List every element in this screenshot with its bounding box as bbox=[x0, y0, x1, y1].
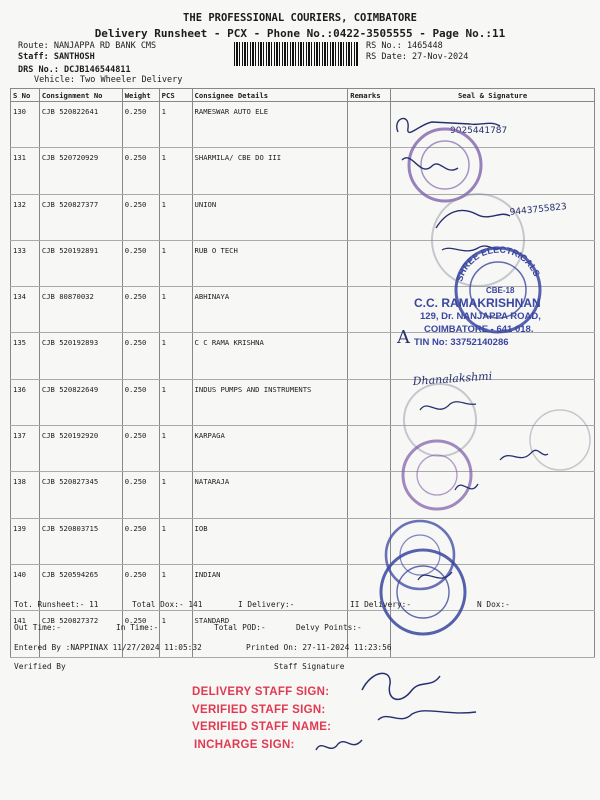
handwritten-phone-1: 9025441787 bbox=[450, 126, 508, 136]
pcs-cell: 1 bbox=[159, 194, 192, 240]
staff-signature-label: Staff Signature bbox=[274, 662, 345, 671]
weight-cell: 0.250 bbox=[122, 240, 159, 286]
standard-sales-seal-icon bbox=[381, 550, 465, 634]
handwritten-name: Dhanalakshmi bbox=[412, 369, 493, 388]
signature-row-137 bbox=[420, 402, 476, 410]
ii-delivery: II Delivery:- bbox=[350, 600, 412, 609]
in-time: In Time:- bbox=[116, 623, 159, 632]
weight-cell: 0.250 bbox=[122, 472, 159, 518]
col-consignee: Consignee Details bbox=[192, 89, 348, 102]
runsheet-title: Delivery Runsheet - PCX - Phone No.:0422-3505555 - Page No.:11 bbox=[94, 27, 506, 40]
weight-cell: 0.250 bbox=[122, 564, 159, 610]
total-pod: Total POD:- bbox=[214, 623, 266, 632]
consignment-cell: CJB 80870032 bbox=[39, 287, 122, 333]
pcs-cell: 1 bbox=[159, 240, 192, 286]
weight-cell: 0.250 bbox=[122, 426, 159, 472]
pcs-cell: 1 bbox=[159, 518, 192, 564]
route-label: Route: NANJAPPA RD BANK CMS bbox=[18, 41, 157, 51]
consignee-cell: RUB O TECH bbox=[192, 240, 348, 286]
ramakrishnan-address-2: COIMBATORE - 641 018. bbox=[424, 324, 534, 335]
pcs-cell: 1 bbox=[159, 611, 192, 657]
consignment-cell: CJB 520827372 bbox=[39, 611, 122, 657]
printed-on: Printed On: 27-11-2024 11:23:56 bbox=[246, 643, 392, 652]
delivery-staff-signature bbox=[362, 673, 440, 699]
consignee-cell: INDUS PUMPS AND INSTRUMENTS bbox=[192, 379, 348, 425]
consignment-cell: CJB 520192891 bbox=[39, 240, 122, 286]
signature-row-141 bbox=[418, 572, 452, 580]
weight-cell: 0.250 bbox=[122, 333, 159, 379]
row-137-seal-icon bbox=[404, 384, 476, 456]
sno-cell: 131 bbox=[11, 148, 40, 194]
drs-number: DRS No.: DCJB146544811 bbox=[18, 65, 131, 75]
pcs-cell: 1 bbox=[159, 287, 192, 333]
sno-cell: 141 bbox=[11, 611, 40, 657]
weight-cell: 0.250 bbox=[122, 194, 159, 240]
delivery-staff-sign-stamp: DELIVERY STAFF SIGN: bbox=[192, 686, 330, 698]
verified-by: Verified By bbox=[14, 662, 66, 671]
consignment-cell: CJB 520720929 bbox=[39, 148, 122, 194]
col-weight: Weight bbox=[122, 89, 159, 102]
pcs-cell: 1 bbox=[159, 333, 192, 379]
verified-staff-name-signature bbox=[378, 711, 476, 720]
col-remarks: Remarks bbox=[348, 89, 391, 102]
consignment-cell: CJB 520192893 bbox=[39, 333, 122, 379]
consignee-cell: C C RAMA KRISHNA bbox=[192, 333, 348, 379]
vehicle-label: Vehicle: Two Wheeler Delivery bbox=[34, 75, 183, 85]
out-time: Out Time:- bbox=[14, 623, 61, 632]
rs-date: RS Date: 27-Nov-2024 bbox=[366, 52, 469, 62]
consignment-cell: CJB 520822649 bbox=[39, 379, 122, 425]
consignment-cell: CJB 520803715 bbox=[39, 518, 122, 564]
entered-by: Entered By :NAPPINAX 11/27/2024 11:05:32 bbox=[14, 643, 202, 652]
pcs-cell: 1 bbox=[159, 379, 192, 425]
ramakrishnan-name: C.C. RAMAKRISHNAN bbox=[414, 296, 541, 310]
consignee-cell: STANDARD bbox=[192, 611, 348, 657]
weight-cell: 0.250 bbox=[122, 379, 159, 425]
handwritten-a: A bbox=[397, 327, 410, 348]
indian-overseas-seal-icon bbox=[403, 441, 471, 509]
pcs-cell: 1 bbox=[159, 472, 192, 518]
pcs-cell: 1 bbox=[159, 102, 192, 148]
col-pcs: PCS bbox=[159, 89, 192, 102]
company-name: THE PROFESSIONAL COURIERS, COIMBATORE bbox=[183, 12, 417, 24]
pcs-cell: 1 bbox=[159, 148, 192, 194]
consignment-cell: CJB 520827377 bbox=[39, 194, 122, 240]
staff-label: Staff: SANTHOSH bbox=[18, 52, 95, 62]
weight-cell: 0.250 bbox=[122, 287, 159, 333]
sno-cell: 137 bbox=[11, 426, 40, 472]
row-138-seal-icon bbox=[530, 410, 590, 470]
tot-runsheet: Tot. Runsheet:- 11 bbox=[14, 600, 99, 609]
col-consignment: Consignment No bbox=[39, 89, 122, 102]
sno-cell: 132 bbox=[11, 194, 40, 240]
i-delivery: I Delivery:- bbox=[238, 600, 295, 609]
sno-cell: 135 bbox=[11, 333, 40, 379]
consignee-cell: KARPAGA bbox=[192, 426, 348, 472]
consignee-cell: IOB bbox=[192, 518, 348, 564]
consignment-cell: CJB 520594265 bbox=[39, 564, 122, 610]
total-dox: Total Dox:- 141 bbox=[132, 600, 203, 609]
ramakrishnan-address-1: 129, Dr. NANJAPPA ROAD, bbox=[420, 311, 541, 322]
rs-number: RS No.: 1465448 bbox=[366, 41, 443, 51]
col-signature: Seal & Signature bbox=[391, 89, 595, 102]
weight-cell: 0.250 bbox=[122, 102, 159, 148]
weight-cell: 0.250 bbox=[122, 611, 159, 657]
signature-row-132 bbox=[436, 210, 510, 228]
consignee-cell: UNION bbox=[192, 194, 348, 240]
sno-cell: 140 bbox=[11, 564, 40, 610]
consignment-cell: CJB 520822641 bbox=[39, 102, 122, 148]
pcs-cell: 1 bbox=[159, 564, 192, 610]
consignee-cell: NATARAJA bbox=[192, 472, 348, 518]
incharge-signature bbox=[316, 740, 362, 750]
delvy-points: Delvy Points:- bbox=[296, 623, 362, 632]
pcs-cell: 1 bbox=[159, 426, 192, 472]
sno-cell: 139 bbox=[11, 518, 40, 564]
weight-cell: 0.250 bbox=[122, 518, 159, 564]
consignee-cell: INDIAN bbox=[192, 564, 348, 610]
signature-row-138 bbox=[500, 450, 548, 460]
consignment-cell: CJB 520192920 bbox=[39, 426, 122, 472]
sno-cell: 133 bbox=[11, 240, 40, 286]
weight-cell: 0.250 bbox=[122, 148, 159, 194]
sno-cell: 136 bbox=[11, 379, 40, 425]
non-dox: N Dox:- bbox=[477, 600, 510, 609]
col-sno: S No bbox=[11, 89, 40, 102]
consignee-cell: SHARMILA/ CBE DO III bbox=[192, 148, 348, 194]
consignment-cell: CJB 520827345 bbox=[39, 472, 122, 518]
incharge-sign-stamp: INCHARGE SIGN: bbox=[194, 739, 295, 751]
consignee-cell: ABHINAYA bbox=[192, 287, 348, 333]
sno-cell: 138 bbox=[11, 472, 40, 518]
ramakrishnan-tin: TIN No: 33752140286 bbox=[414, 337, 509, 348]
handwritten-phone-2: 9443755823 bbox=[509, 202, 568, 218]
cbe-18-label: CBE-18 bbox=[486, 286, 515, 295]
purple-seal-icon bbox=[409, 129, 481, 201]
shree-electricals-arc-text: SHREE ELECTRICALS bbox=[454, 244, 542, 283]
consignee-cell: RAMESWAR AUTO ELE bbox=[192, 102, 348, 148]
verified-staff-sign-stamp: VERIFIED STAFF SIGN: bbox=[192, 704, 326, 716]
sno-cell: 130 bbox=[11, 102, 40, 148]
sno-cell: 134 bbox=[11, 287, 40, 333]
verified-staff-name-stamp: VERIFIED STAFF NAME: bbox=[192, 721, 332, 733]
